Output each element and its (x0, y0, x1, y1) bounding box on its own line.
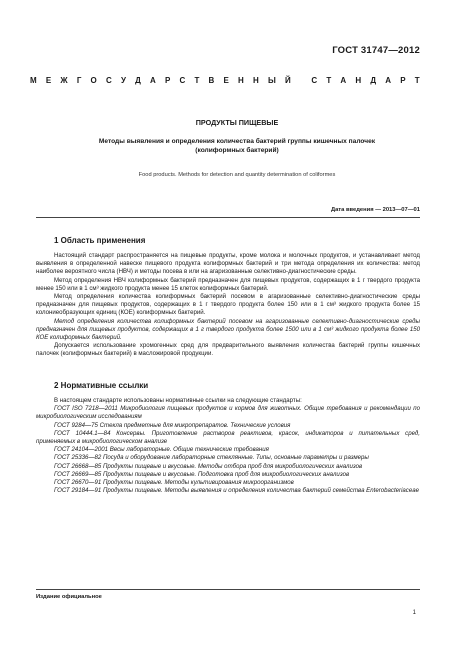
interstate-banner-letter: Т (414, 76, 420, 85)
interstate-banner-letter: Н (238, 76, 244, 85)
interstate-banner-letter: Й (285, 76, 291, 85)
interstate-banner-letter: Ж (60, 76, 68, 85)
interstate-banner-letter: Н (253, 76, 259, 85)
interstate-banner-letter: Ы (267, 76, 276, 85)
title-ru-line2: (колиформных бактерий) (195, 147, 279, 154)
section-1-paragraph: Настоящий стандарт распространяется на пищевые продукты, кроме молока и молочных продуктов, и устанавливает метод выявления в определенной навеске пищевого продукта колиформных бактерий и три метода определения их количества: метод наиболее вероятного числа (НВЧ) и методы посева в или на агаризованные селективно-диагностические среды. (36, 252, 420, 276)
interstate-banner-letter: А (150, 76, 156, 85)
standard-title-ru (60, 137, 414, 155)
section-1-body (36, 252, 420, 359)
official-edition-label: Издание официальное (36, 594, 102, 600)
section-1-paragraph: Метод определения НВЧ колиформных бактерий предназначен для пищевых продуктов, содержащих в 1 г твердого продукта менее 150 или в 1 см³ жидкого продукта менее 15 клеток колиформных бактерий. (36, 276, 420, 292)
interstate-banner-letter: Е (223, 76, 229, 85)
interstate-banner-letter: В (208, 76, 215, 85)
standard-topic: ПРОДУКТЫ ПИЩЕВЫЕ (195, 118, 279, 127)
interstate-banner-letter: С (179, 76, 186, 85)
reference-item: ГОСТ 26670—91 Продукты пищевые. Методы культивирования микроорганизмов (54, 479, 294, 487)
page-number: 1 (412, 610, 416, 616)
reference-item: ГОСТ 26668—85 Продукты пищевые и вкусовые. Методы отбора проб для микробиологических анализов (54, 462, 363, 470)
section-1-paragraph: Метод определения количества колиформных бактерий посевом на агаризованные селективно-диагностические среды предназначен для пищевых продуктов, содержащих в 1 г твердого продукта более 1500 или в 1 см³ жидкого продукта более 150 КОЕ колиформных бактерий. (36, 317, 420, 342)
section-1-heading: 1 Область применения (54, 236, 146, 245)
effective-date: Дата введения — 2013—07—01 (330, 207, 420, 213)
reference-item: ГОСТ 26669—85 Продукты пищевые и вкусовые. Подготовка проб для микробиологических анализов (54, 470, 350, 478)
reference-item: ГОСТ 29184—91 Продукты пищевые. Методы выявления и определения количества бактерий семейства Enterobacteriaceae (54, 487, 420, 495)
section-2-body (36, 397, 420, 495)
section-2-heading: 2 Нормативные ссылки (54, 381, 149, 390)
title-ru-line1: Методы выявления и определения количества бактерий группы кишечных палочек (98, 138, 376, 145)
interstate-banner-letter: С (311, 76, 318, 85)
reference-item: ГОСТ 25336—82 Посуда и оборудование лабораторные стеклянные. Типы, основные параметры и размеры (54, 454, 369, 462)
footer-divider (36, 589, 420, 590)
interstate-banner-letter: М (30, 76, 37, 85)
interstate-banner-letter: Д (370, 76, 377, 85)
reference-item: ГОСТ 24104—2001 Весы лабораторные. Общие технические требования (54, 446, 269, 454)
reference-item: ГОСТ 9284—75 Стекла предметные для микропрепаратов. Технические условия (54, 421, 291, 429)
interstate-standard-banner (30, 76, 420, 85)
interstate-banner-letter: Н (355, 76, 362, 85)
header-divider (36, 217, 420, 218)
section-1-paragraph: Метод определения количества колиформных бактерий посевом в агаризованные селективно-диагностические среды предназначен для пищевых продуктов, содержащих в 1 г твердого продукта более 150 или в 1 см³ жидкого продукта более 15 колониеобразующих единиц (КОЕ) колиформных бактерий. (36, 293, 420, 317)
interstate-banner-letter: О (90, 76, 97, 85)
interstate-banner-letter: У (120, 76, 126, 85)
interstate-banner-letter: А (340, 76, 347, 85)
section-1-paragraph: Допускается использование хромогенных сред для предварительного выявления количества бактерий группы кишечных палочек (колиформных бактерий) в масложировой продукции. (36, 342, 420, 358)
interstate-banner-letter: Г (76, 76, 82, 85)
references-intro: В настоящем стандарте использованы нормативные ссылки на следующие стандарты: (54, 397, 302, 404)
interstate-banner-letter: Р (164, 76, 171, 85)
reference-item: ГОСТ ISO 7218—2011 Микробиология пищевых продуктов и кормов для животных. Общие требования и рекомендации по микробиологическим исследованиям (36, 405, 420, 421)
gost-number: ГОСТ 31747—2012 (332, 45, 420, 56)
reference-item: ГОСТ 10444.1—84 Консервы. Приготовление растворов реактивов, красок, индикаторов и питательных сред, применяемых в микробиологическом анализе (36, 429, 420, 446)
interstate-banner-letter: Т (326, 76, 332, 85)
interstate-banner-letter: С (105, 76, 112, 85)
interstate-banner-letter: Д (135, 76, 141, 85)
interstate-banner-letter (300, 76, 302, 85)
interstate-banner-letter: Т (194, 76, 200, 85)
interstate-banner-letter: Е (45, 76, 52, 85)
interstate-banner-letter: Р (400, 76, 406, 85)
standard-title-en: Food products. Methods for detection and quantity determination of coliformes (138, 172, 336, 178)
interstate-banner-letter: А (385, 76, 392, 85)
